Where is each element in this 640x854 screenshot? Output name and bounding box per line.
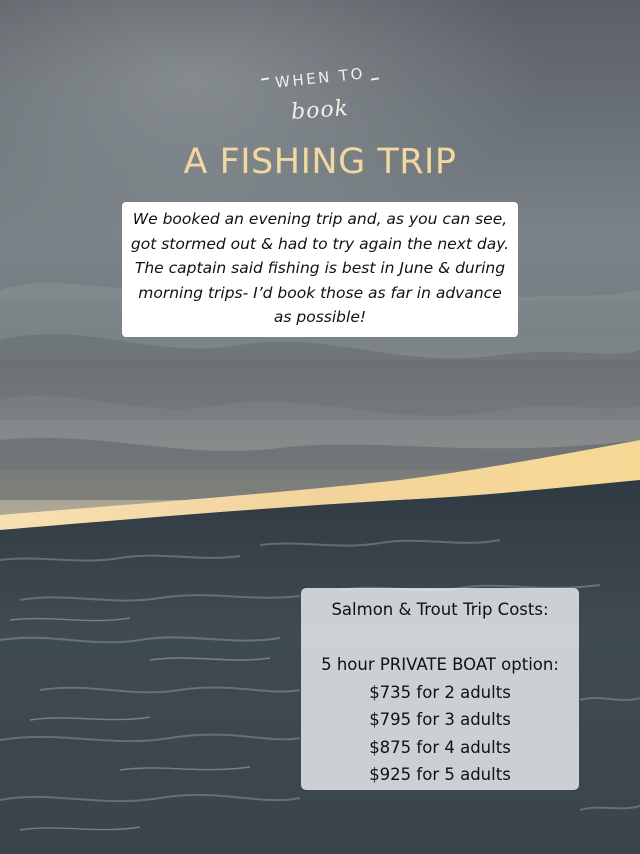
story-text: We booked an evening trip and, as you can see, got stormed out & had to try again the next day. The captain said fishing is best in June & during morning trips- I’d book those as far in advance as possible!: [130, 210, 510, 326]
option-label: 5 hour PRIVATE BOAT option:: [321, 655, 559, 674]
right-dash: [371, 77, 379, 80]
price-line: $875 for 4 adults: [369, 737, 511, 757]
left-dash: [261, 77, 269, 80]
kicker-text: WHEN TO: [274, 64, 366, 92]
script-word: book: [290, 96, 350, 125]
page-title: A FISHING TRIP: [183, 142, 457, 182]
costs-spacer: [301, 624, 579, 652]
price-line: $925 for 5 adults: [369, 765, 511, 784]
price-line: $795 for 3 adults: [369, 710, 511, 729]
price-line: $735 for 2 adults: [369, 682, 511, 702]
costs-card: [301, 588, 579, 790]
costs-heading: Salmon & Trout Trip Costs:: [331, 600, 549, 619]
story-card: [122, 202, 518, 337]
